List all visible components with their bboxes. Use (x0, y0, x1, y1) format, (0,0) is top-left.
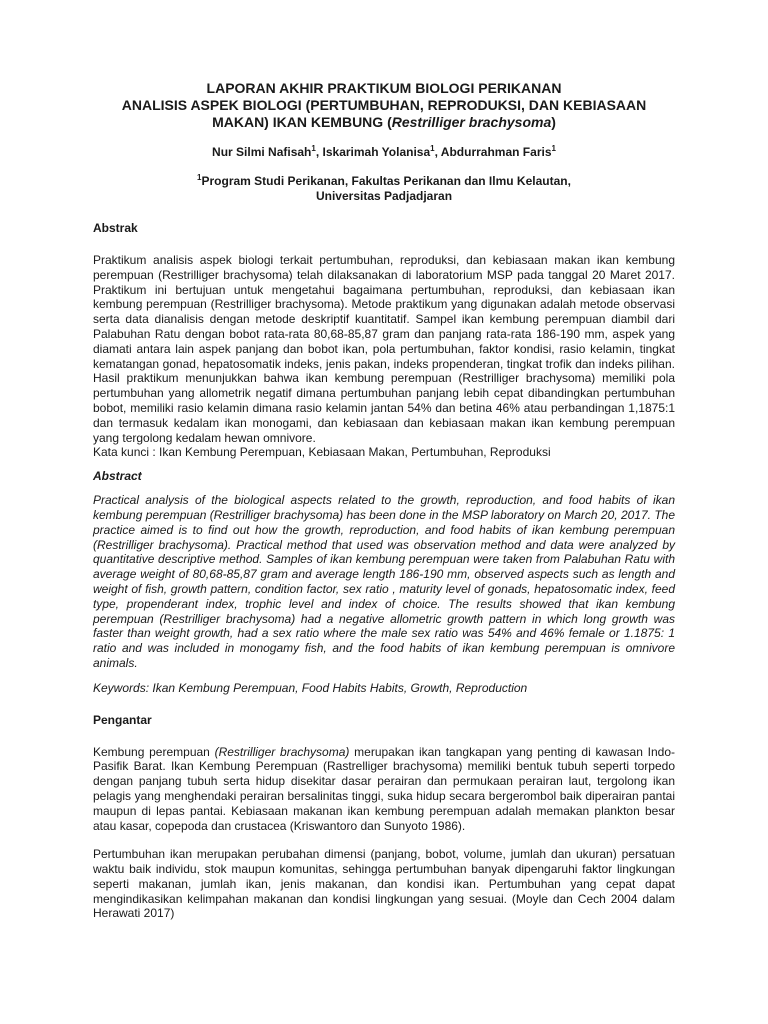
title-line-2: ANALISIS ASPEK BIOLOGI (PERTUMBUHAN, REPRODUKSI, DAN KEBIASAAN (121, 97, 647, 113)
title-line-1: LAPORAN AKHIR PRAKTIKUM BIOLOGI PERIKANAN (206, 80, 562, 96)
pengantar-paragraph-1 (93, 745, 675, 834)
author-3: , Abdurrahman Faris (434, 145, 552, 159)
author-2-sup: 1 (430, 144, 435, 153)
abstract-heading: Abstract (93, 469, 142, 484)
pengantar-species: (Restrilliger brachysoma) (214, 744, 350, 759)
pengantar-paragraph-2: Pertumbuhan ikan merupakan perubahan dimensi (panjang, bobot, volume, jumlah dan ukuran) persatuan waktu baik individu, stok maupun komunitas, sehingga pertumbuhan banyak dipengaruhi faktor lingkungan seperti makanan, jumlah ikan, jenis makanan, dan kondisi ikan. Pertumbuhan yang cepat dapat mengindikasikan kelimpahan makanan dan kondisi lingkungan yang sesuai. (Moyle dan Cech 2004 dalam Herawati 2017) (93, 847, 675, 921)
title-line-3-text: MAKAN) IKAN KEMBUNG ( (212, 114, 392, 130)
author-2: , Iskarimah Yolanisa (315, 145, 431, 159)
author-list (93, 145, 675, 160)
affiliation-line-1 (93, 174, 675, 189)
affiliation (93, 174, 675, 204)
affiliation-text-1: Program Studi Perikanan, Fakultas Perikanan dan Ilmu Kelautan, (201, 174, 571, 188)
abstract-keywords: Keywords: Ikan Kembung Perempuan, Food Habits Habits, Growth, Reproduction (93, 680, 528, 695)
report-title (93, 80, 675, 131)
abstrak-heading: Abstrak (93, 221, 138, 235)
document-page (93, 80, 675, 921)
affiliation-line-2: Universitas Padjadjaran (315, 189, 453, 203)
abstrak-body: Praktikum analisis aspek biologi terkait pertumbuhan, reproduksi, dan kebiasaan makan ikan kembung perempuan (Restrilliger brachysoma) telah dilaksanakan di laboratorium MSP pada tanggal 20 Maret 2017. Praktikum ini bertujuan untuk mengetahui bagaimana pertumbuhan, reproduksi, dan kebiasaan ikan kembung perempuan (Restrilliger brachysoma). Metode praktikum yang digunakan adalah metode observasi serta data dianalisis dengan metode deskriptif kuantitatif. Sampel ikan kembung perempuan diambil dari Palabuhan Ratu dengan bobot rata-rata 80,68-85,87 gram dan panjang rata-rata 186-190 mm, aspek yang diamati antara lain aspek panjang dan bobot ikan, pola pertumbuhan, faktor kondisi, rasio kelamin, tingkat kematangan gonad, hepatosomatik indeks, jenis pakan, indeks propenderan, tingkat trofik dan indeks pilihan. Hasil praktikum menunjukkan bahwa ikan kembung perempuan (Restrilliger brachysoma) memiliki pola pertumbuhan yang allometrik negatif dimana pertumbuhan panjang lebih cepat dibandingkan pertumbuhan bobot, memiliki rasio kelamin dimana rasio kelamin jantan 54% dan betina 46% atau perbandingan 1,1875:1 dan termasuk kedalam ikan monogami, dan kebiasaan dan kebiasaan makan ikan kembung perempuan yang tergolong kedalam hewan omnivore. (93, 253, 675, 445)
pengantar-p1-rest: merupakan ikan tangkapan yang penting di kawasan Indo-Pasifik Barat. Ikan Kembung Perempuan (Rastrelliger brachysoma) memiliki bentuk tubuh seperti torpedo dengan panjang tubuh serta hidup disekitar dasar perairan dan permukaan perairan laut, tergolong ikan pelagis yang menghendaki perairan bersalinitas tinggi, suka hidup secara bergerombol baik diperairan pantai maupun di lepas pantai. Kebiasaan makanan ikan kembung perempuan adalah memakan plankton besar atau kasar, copepoda dan crustacea (Kriswantoro dan Sunyoto 1986). (93, 744, 675, 833)
pengantar-heading: Pengantar (93, 712, 152, 727)
author-3-sup: 1 (551, 144, 556, 153)
author-1-sup: 1 (311, 144, 316, 153)
affiliation-sup: 1 (197, 173, 202, 182)
species-name: Restrilliger brachysoma (391, 114, 552, 130)
abstract-body: Practical analysis of the biological aspects related to the growth, reproduction, and food habits of ikan kembung perempuan (Restrilliger brachysoma) has been done in the MSP laboratory on March 20, 2017. The practice aimed is to find out how the growth, reproduction, and food habits of ikan kembung perempuan (Restrilliger brachysoma). Practical method that used was observation method and data were analyzed by quantitative descriptive method. Samples of ikan kembung perempuan were taken from Palabuhan Ratu with average weight of 80,68-85,87 gram and average length 186-190 mm, observed aspects such as length and weight of fish, growth pattern, condition factor, sex ratio , maturity level of gonads, hepatosomatic index, feed type, propenderant index, trophic level and index of choice. The results showed that ikan kembung perempuan (Restrilliger brachysoma) had a negative allometric growth pattern in which long growth was faster than weight growth, had a sex ratio where the male sex ratio was 54% and 46% female or 1.1875: 1 ratio and was included in monogamy fish, and the food habits of ikan kembung perempuan is omnivore animals. (93, 493, 675, 670)
author-1: Nur Silmi Nafisah (212, 145, 312, 159)
abstrak-keywords: Kata kunci : Ikan Kembung Perempuan, Kebiasaan Makan, Pertumbuhan, Reproduksi (93, 445, 551, 460)
title-line-3-close: ) (551, 114, 556, 130)
pengantar-p1-start: Kembung perempuan (93, 744, 215, 759)
title-line-3 (93, 114, 675, 131)
